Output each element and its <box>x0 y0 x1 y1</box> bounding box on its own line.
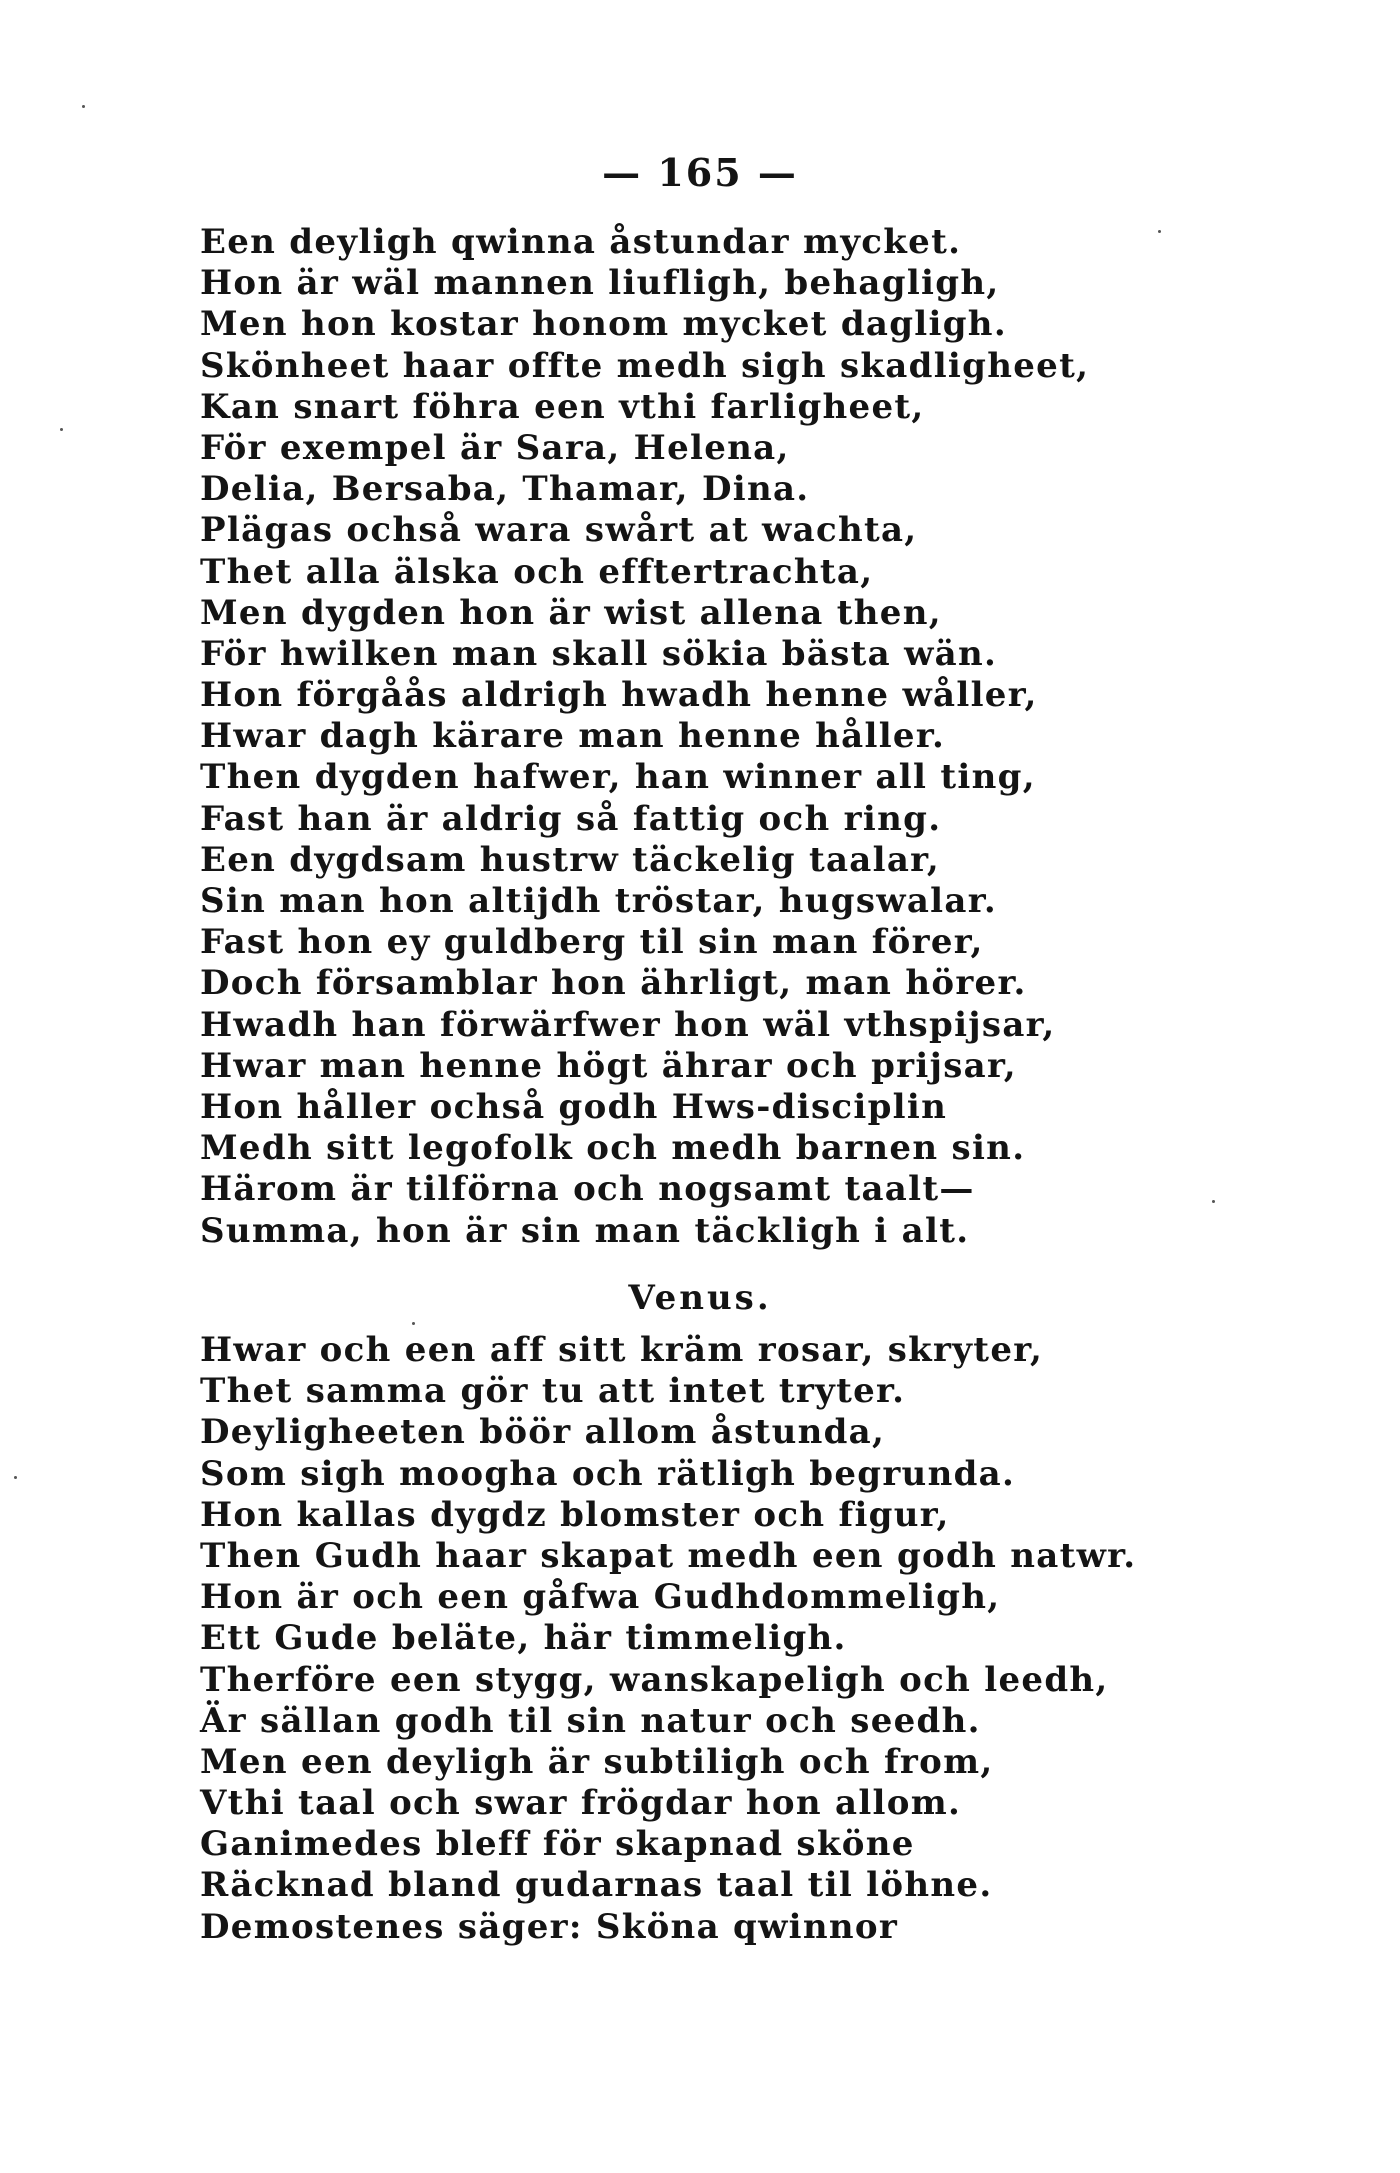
verse-line: Ett Gude beläte, här timmeligh. <box>200 1618 847 1659</box>
verse-line: Hwar och een aff sitt kräm rosar, skryter, <box>200 1330 1044 1370</box>
verse-line: Sin man hon altijdh tröstar, hugswalar. <box>200 881 997 921</box>
verse-line: Hwar dagh kärare man henne håller. <box>200 716 946 757</box>
verse-line: Hwar man henne högt ährar och prijsar, <box>200 1045 1017 1086</box>
verse-line: Hon förgåås aldrigh hwadh henne wåller, <box>200 675 1038 716</box>
verse-line: Then Gudh haar skapat medh een godh natwr. <box>200 1535 1137 1576</box>
paper-speck <box>82 105 85 108</box>
verse-line: Summa, hon är sin man täckligh i alt. <box>200 1210 970 1251</box>
verse-line: Thet alla älska och efftertrachta, <box>200 551 874 592</box>
verse-line: Som sigh moogha och rätligh begrunda. <box>200 1453 1016 1494</box>
verse-line: Medh sitt legofolk och medh barnen sin. <box>200 1128 1026 1169</box>
page-number: — 165 — <box>602 150 798 195</box>
verse-line: Therföre een stygg, wanskapeligh och leedh, <box>200 1659 1109 1700</box>
paper-speck <box>14 1476 17 1479</box>
paper-speck <box>1212 1200 1215 1203</box>
verse-line: Delia, Bersaba, Thamar, Dina. <box>200 469 810 510</box>
poem-part-one <box>200 222 1089 1252</box>
verse-line: Een deyligh qwinna åstundar mycket. <box>200 222 962 262</box>
verse-line: Ganimedes bleff för skapnad sköne <box>200 1824 915 1865</box>
verse-line: Fast han är aldrig så fattig och ring. <box>200 798 942 839</box>
verse-line: Vthi taal och swar frögdar hon allom. <box>200 1783 962 1824</box>
verse-line: Men hon kostar honom mycket dagligh. <box>200 304 1007 345</box>
paper-speck <box>1158 230 1161 233</box>
verse-line: För hwilken man skall sökia bästa wän. <box>200 633 998 674</box>
verse-line: Skönheet haar offte medh sigh skadligheet, <box>200 345 1090 386</box>
verse-line: Hon är och een gåfwa Gudhdommeligh, <box>200 1577 1001 1618</box>
verse-line: Deyligheeten böör allom åstunda, <box>200 1412 886 1453</box>
verse-line: Räcknad bland gudarnas taal til löhne. <box>200 1865 993 1906</box>
verse-line: Demostenes säger: Sköna qwinnor <box>200 1906 899 1947</box>
verse-line: Hon är wäl mannen liufligh, behagligh, <box>200 263 1000 304</box>
verse-line: Kan snart föhra een vthi farligheet, <box>200 386 925 427</box>
verse-line: Fast hon ey guldberg til sin man förer, <box>200 922 984 963</box>
paper-speck <box>412 1322 415 1325</box>
verse-line: Then dygden hafwer, han winner all ting, <box>200 757 1036 798</box>
verse-line: Doch församblar hon ährligt, man hörer. <box>200 963 1027 1004</box>
verse-line: Härom är tilförna och nogsamt taalt— <box>200 1169 975 1210</box>
poem-part-two <box>200 1330 1136 1948</box>
verse-line: För exempel är Sara, Helena, <box>200 427 790 468</box>
verse-line: Är sällan godh til sin natur och seedh. <box>200 1700 981 1741</box>
verse-line: Thet samma gör tu att intet tryter. <box>200 1371 906 1412</box>
verse-line: Hon håller ochså godh Hws-disciplin <box>200 1086 948 1127</box>
verse-line: Een dygdsam hustrw täckelig taalar, <box>200 839 941 880</box>
verse-line: Men dygden hon är wist allena then, <box>200 592 942 633</box>
verse-line: Hon kallas dygdz blomster och figur, <box>200 1494 950 1535</box>
paper-speck <box>60 428 63 431</box>
verse-line: Men een deyligh är subtiligh och from, <box>200 1741 994 1782</box>
verse-line: Hwadh han förwärfwer hon wäl vthspijsar, <box>200 1004 1056 1045</box>
section-heading: Venus. <box>628 1278 772 1318</box>
verse-line: Plägas ochså wara swårt at wachta, <box>200 510 918 551</box>
